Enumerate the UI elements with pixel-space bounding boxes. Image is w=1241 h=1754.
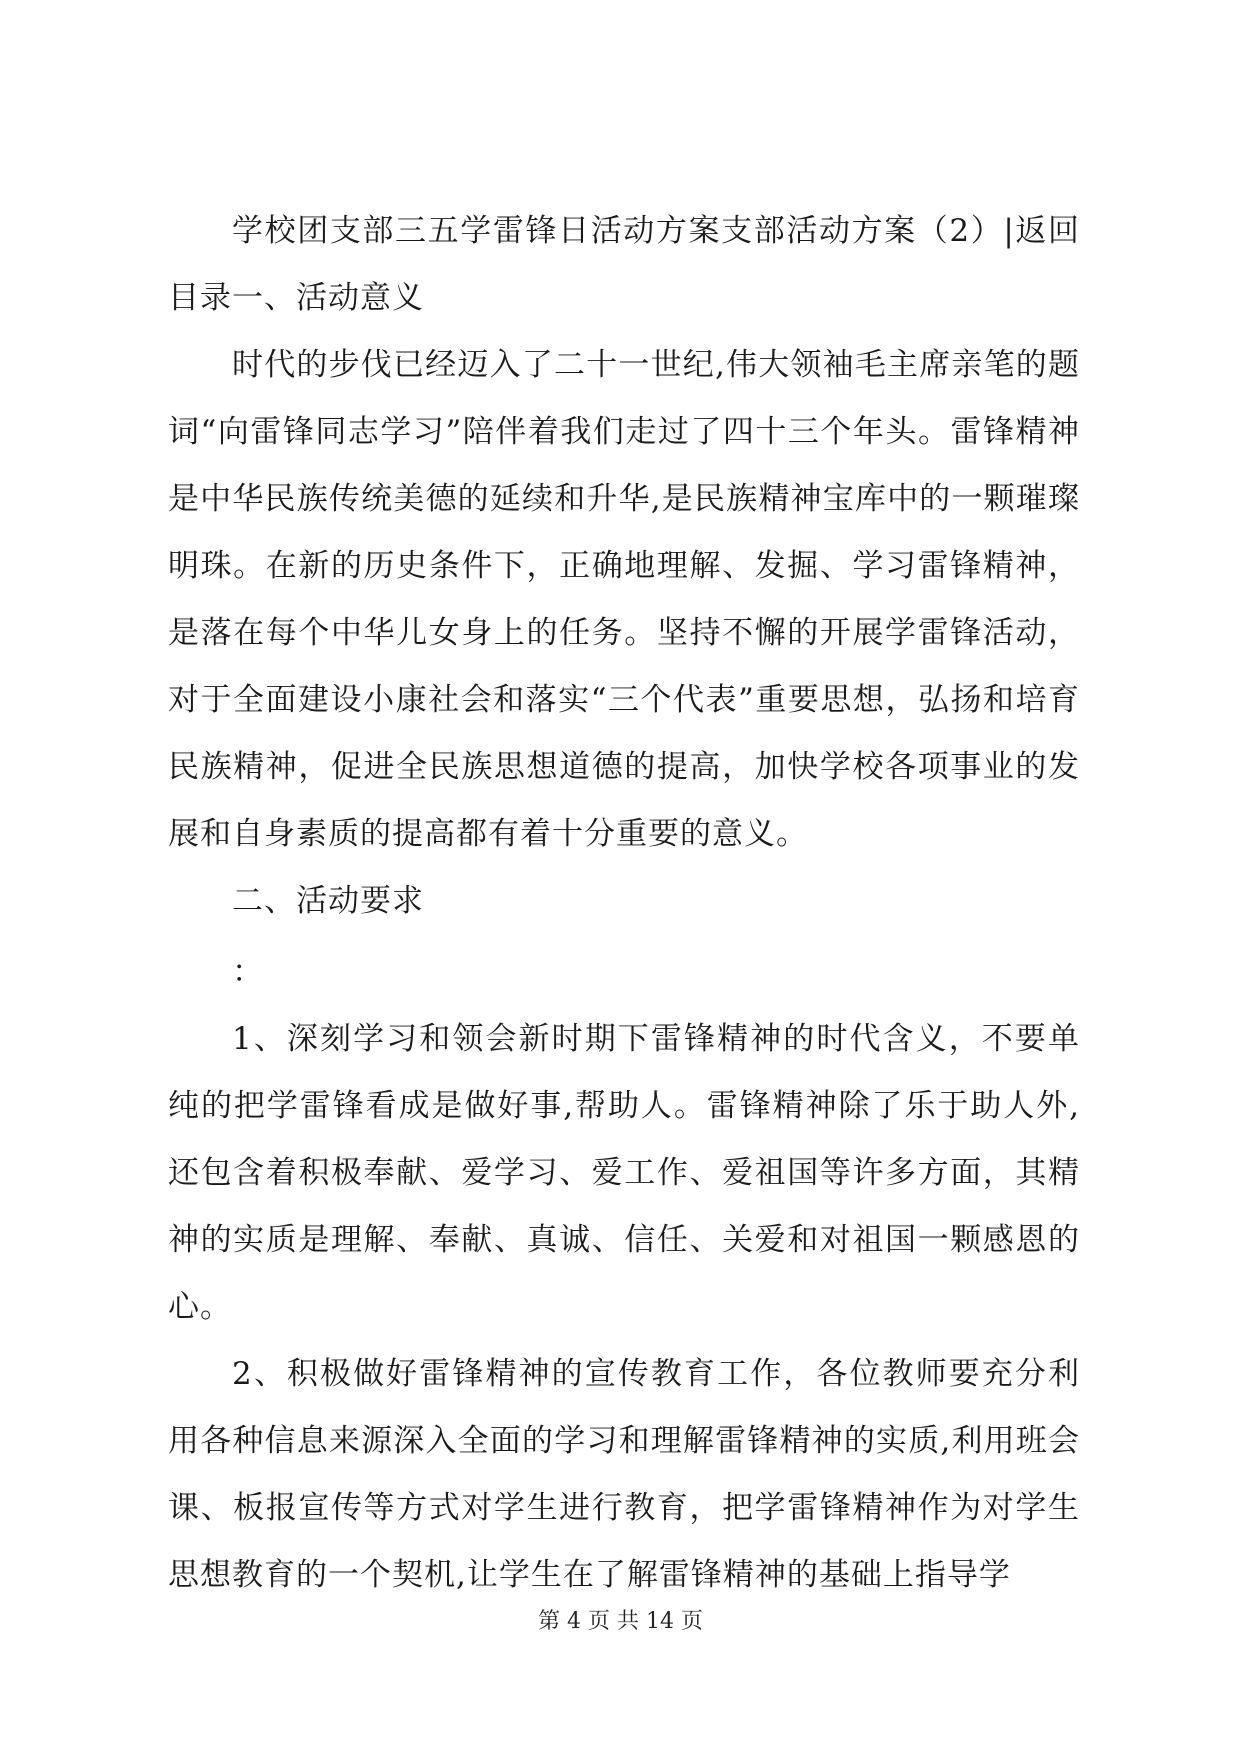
document-body — [168, 198, 1080, 1609]
colon-line: ： — [232, 954, 264, 990]
body-paragraph-item-1: 1、深刻学习和领会新时期下雷锋精神的时代含义，不要单纯的把学雷锋看成是做好事,帮助人。雷锋精神除了乐于助人外,还包含着积极奉献、爱学习、爱工作、爱祖国等许多方面，其精神的实质是理解、奉献、真诚、信任、关爱和对祖国一颗感恩的心。 — [168, 1021, 1080, 1325]
body-paragraph-item-2: 2、积极做好雷锋精神的宣传教育工作，各位教师要充分利用各种信息来源深入全面的学习和理解雷锋精神的实质,利用班会课、板报宣传等方式对学生进行教育，把学雷锋精神作为对学生思想教育的一个契机,让学生在了解雷锋精神的基础上指导学 — [168, 1356, 1080, 1593]
page-footer: 第 4 页 共 14 页 — [538, 1609, 703, 1634]
section-heading-requirements: 二、活动要求 — [232, 883, 424, 919]
body-paragraph-significance: 时代的步伐已经迈入了二十一世纪,伟大领袖毛主席亲笔的题词“向雷锋同志学习”陪伴着我们走过了四十三个年头。雷锋精神是中华民族传统美德的延续和升华,是民族精神宝库中的一颗璀璨明珠。在新的历史条件下，正确地理解、发掘、学习雷锋精神，是落在每个中华儿女身上的任务。坚持不懈的开展学雷锋活动，对于全面建设小康社会和落实“三个代表”重要思想，弘扬和培育民族精神，促进全民族思想道德的提高，加快学校各项事业的发展和自身素质的提高都有着十分重要的意义。 — [168, 347, 1080, 852]
section-title-paragraph: 学校团支部三五学雷锋日活动方案支部活动方案（2）|返回目录一、活动意义 — [168, 213, 1080, 316]
